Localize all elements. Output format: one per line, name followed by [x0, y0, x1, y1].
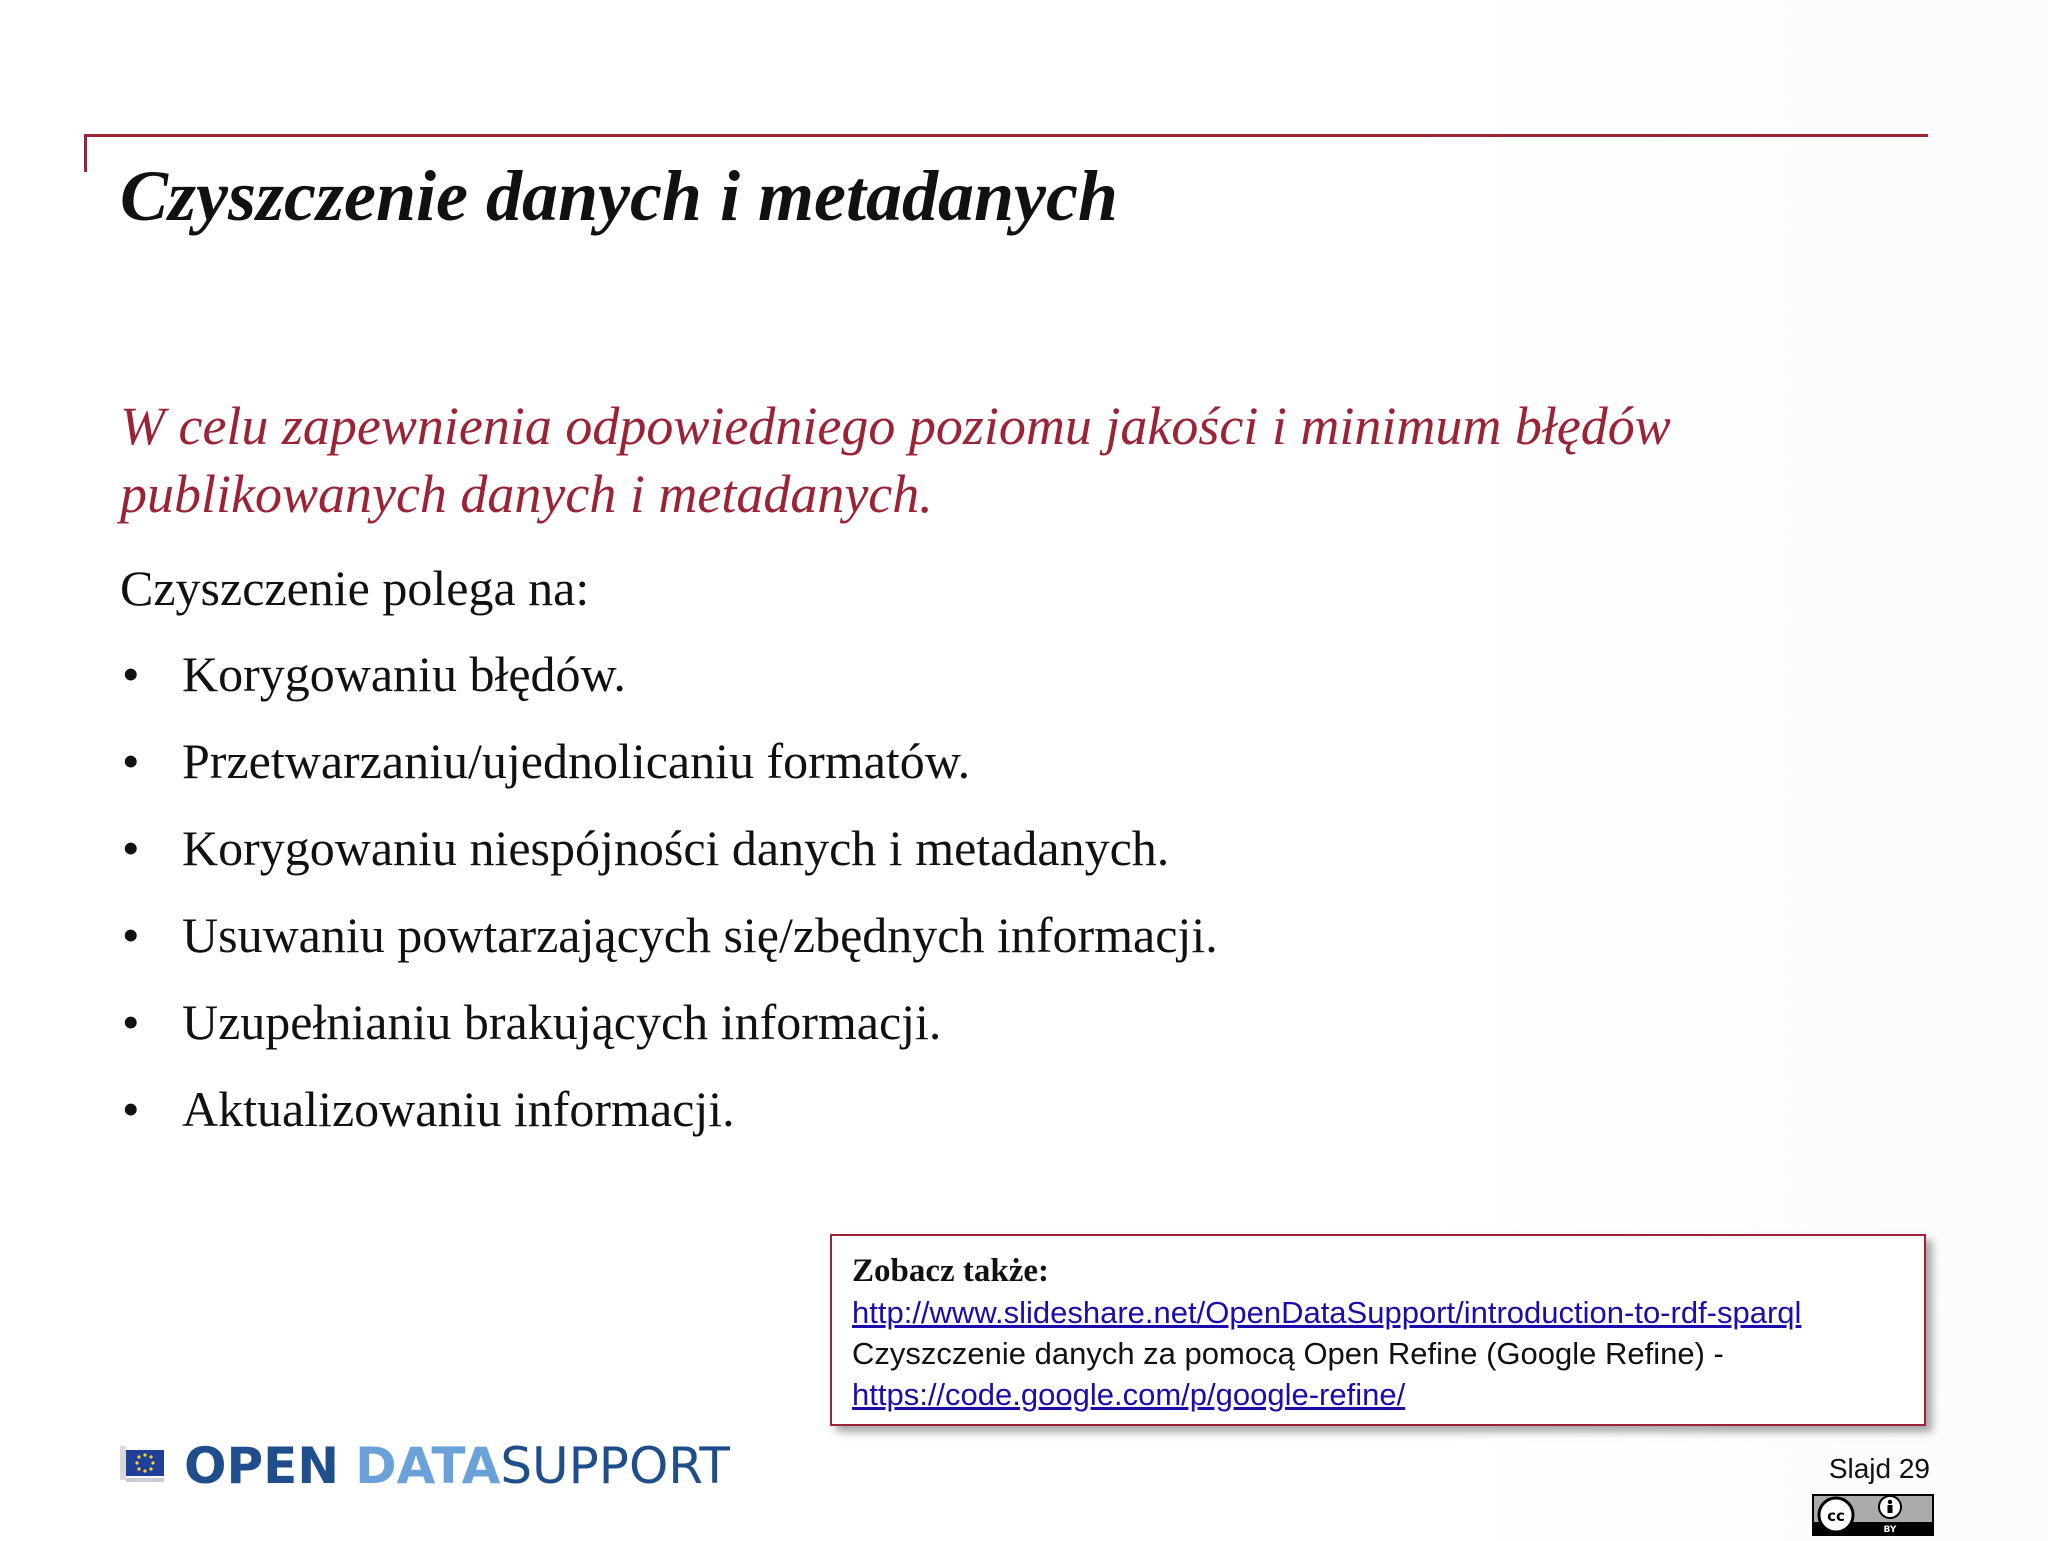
- bullet-text: Korygowaniu błędów.: [182, 646, 626, 702]
- google-refine-link[interactable]: https://code.google.com/p/google-refine/: [852, 1377, 1406, 1412]
- title-rule-tick: [84, 134, 87, 172]
- lead-statement: W celu zapewnienia odpowiedniego poziomu jakości i minimum błędów publikowanych danych i metadanych.: [120, 396, 1671, 524]
- bullet-marker: •: [122, 646, 140, 702]
- title-rule: [84, 134, 1928, 137]
- bullet-text: Aktualizowaniu informacji.: [182, 1081, 735, 1137]
- brand-data: DATA: [355, 1437, 501, 1495]
- cc-by-label: BY: [1883, 1525, 1897, 1535]
- bullet-text: Usuwaniu powtarzających się/zbędnych informacji.: [182, 907, 1218, 963]
- bullet-item: [120, 990, 1218, 1077]
- see-also-description: Czyszczenie danych za pomocą Open Refine (Google Refine) -: [852, 1336, 1724, 1371]
- see-also-line: [852, 1374, 1924, 1415]
- eu-flag-icon: [120, 1446, 172, 1486]
- bullet-list: [120, 642, 1218, 1164]
- brand-open: OPEN: [184, 1437, 340, 1495]
- bullet-marker: •: [122, 907, 140, 963]
- bullet-text: Przetwarzaniu/ujednolicaniu formatów.: [182, 733, 971, 789]
- brand-wordmark: [184, 1436, 730, 1496]
- see-also-box: [830, 1234, 1926, 1426]
- bullet-item: [120, 729, 1218, 816]
- bullet-marker: •: [122, 1081, 140, 1137]
- bullet-item: [120, 642, 1218, 729]
- bullet-item: [120, 903, 1218, 990]
- slideshare-link[interactable]: http://www.slideshare.net/OpenDataSupport/introduction-to-rdf-sparql: [852, 1295, 1802, 1330]
- bullet-marker: •: [122, 994, 140, 1050]
- bullet-item: [120, 1077, 1218, 1164]
- bullet-marker: •: [122, 733, 140, 789]
- bullet-item: [120, 816, 1218, 903]
- see-also-title: Zobacz także:: [852, 1253, 1050, 1289]
- slide-number: Slajd 29: [1828, 1453, 1930, 1484]
- bullet-marker: •: [122, 820, 140, 876]
- see-also-line: [852, 1292, 1924, 1333]
- bullet-text: Uzupełnianiu brakujących informacji.: [182, 994, 942, 1050]
- svg-text:cc: cc: [1827, 1507, 1845, 1525]
- intro-text: Czyszczenie polega na:: [120, 560, 590, 616]
- brand-support: SUPPORT: [500, 1437, 730, 1495]
- open-data-support-logo: [120, 1436, 730, 1496]
- slide-title: Czyszczenie danych i metadanych: [120, 156, 1118, 236]
- bullet-text: Korygowaniu niespójności danych i metadanych.: [182, 820, 1170, 876]
- cc-by-icon: [1812, 1494, 1934, 1536]
